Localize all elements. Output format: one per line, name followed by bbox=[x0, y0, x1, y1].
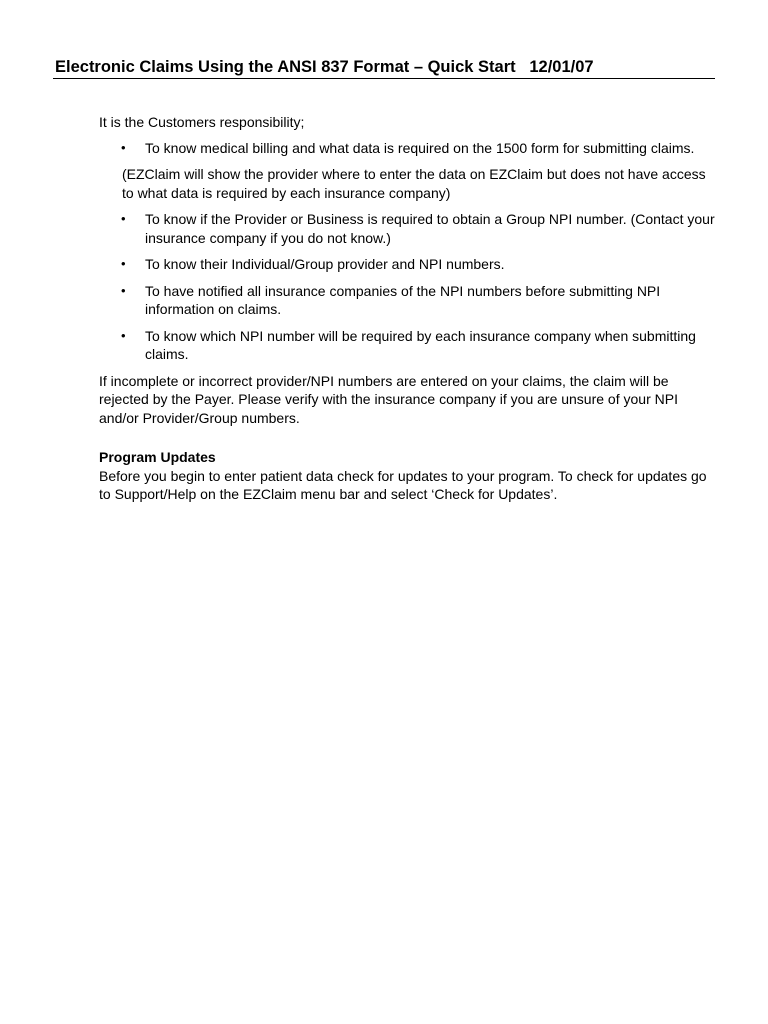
bullet-icon: • bbox=[121, 139, 126, 155]
program-updates-text: Before you begin to enter patient data check for updates to your program. To check for updates go to Support/Help on the EZClaim menu bar and select ‘Check for Updates’. bbox=[99, 467, 707, 502]
bullet-icon: • bbox=[121, 327, 126, 343]
list-item-text: To know if the Provider or Business is required to obtain a Group NPI number. (Contact your insurance company if you do not know.) bbox=[145, 211, 715, 246]
document-body bbox=[99, 113, 719, 504]
list-item bbox=[99, 210, 719, 247]
note-text: (EZClaim will show the provider where to enter the data on EZClaim but does not have access to what data is required by each insurance company) bbox=[122, 166, 706, 201]
intro-text: It is the Customers responsibility; bbox=[99, 114, 305, 130]
list-item bbox=[99, 327, 719, 364]
bullet-icon: • bbox=[121, 282, 126, 298]
list-item-text: To know which NPI number will be required by each insurance company when submitting claims. bbox=[145, 327, 696, 362]
document-title: Electronic Claims Using the ANSI 837 Format – Quick Start 12/01/07 bbox=[55, 58, 594, 76]
bullet-icon: • bbox=[121, 211, 126, 226]
list-item-text: To know their Individual/Group provider and NPI numbers. bbox=[145, 256, 505, 272]
list-item-text: To know medical billing and what data is required on the 1500 form for submitting claims. bbox=[145, 139, 695, 156]
responsibility-list-b bbox=[99, 210, 719, 364]
document-header bbox=[53, 54, 715, 79]
warning-text: If incomplete or incorrect provider/NPI numbers are entered on your claims, the claim will be rejected by the Payer. Please verify with the insurance company if you are unsure of your NPI and/or Provider/Group numbers. bbox=[99, 372, 678, 426]
program-updates-heading: Program Updates bbox=[99, 449, 216, 465]
list-item bbox=[99, 255, 719, 274]
list-item-text: To have notified all insurance companies of the NPI numbers before submitting NPI information on claims. bbox=[145, 282, 661, 317]
list-item bbox=[99, 139, 719, 158]
responsibility-list-a bbox=[99, 139, 719, 158]
bullet-icon: • bbox=[121, 256, 126, 271]
list-item bbox=[99, 282, 719, 319]
